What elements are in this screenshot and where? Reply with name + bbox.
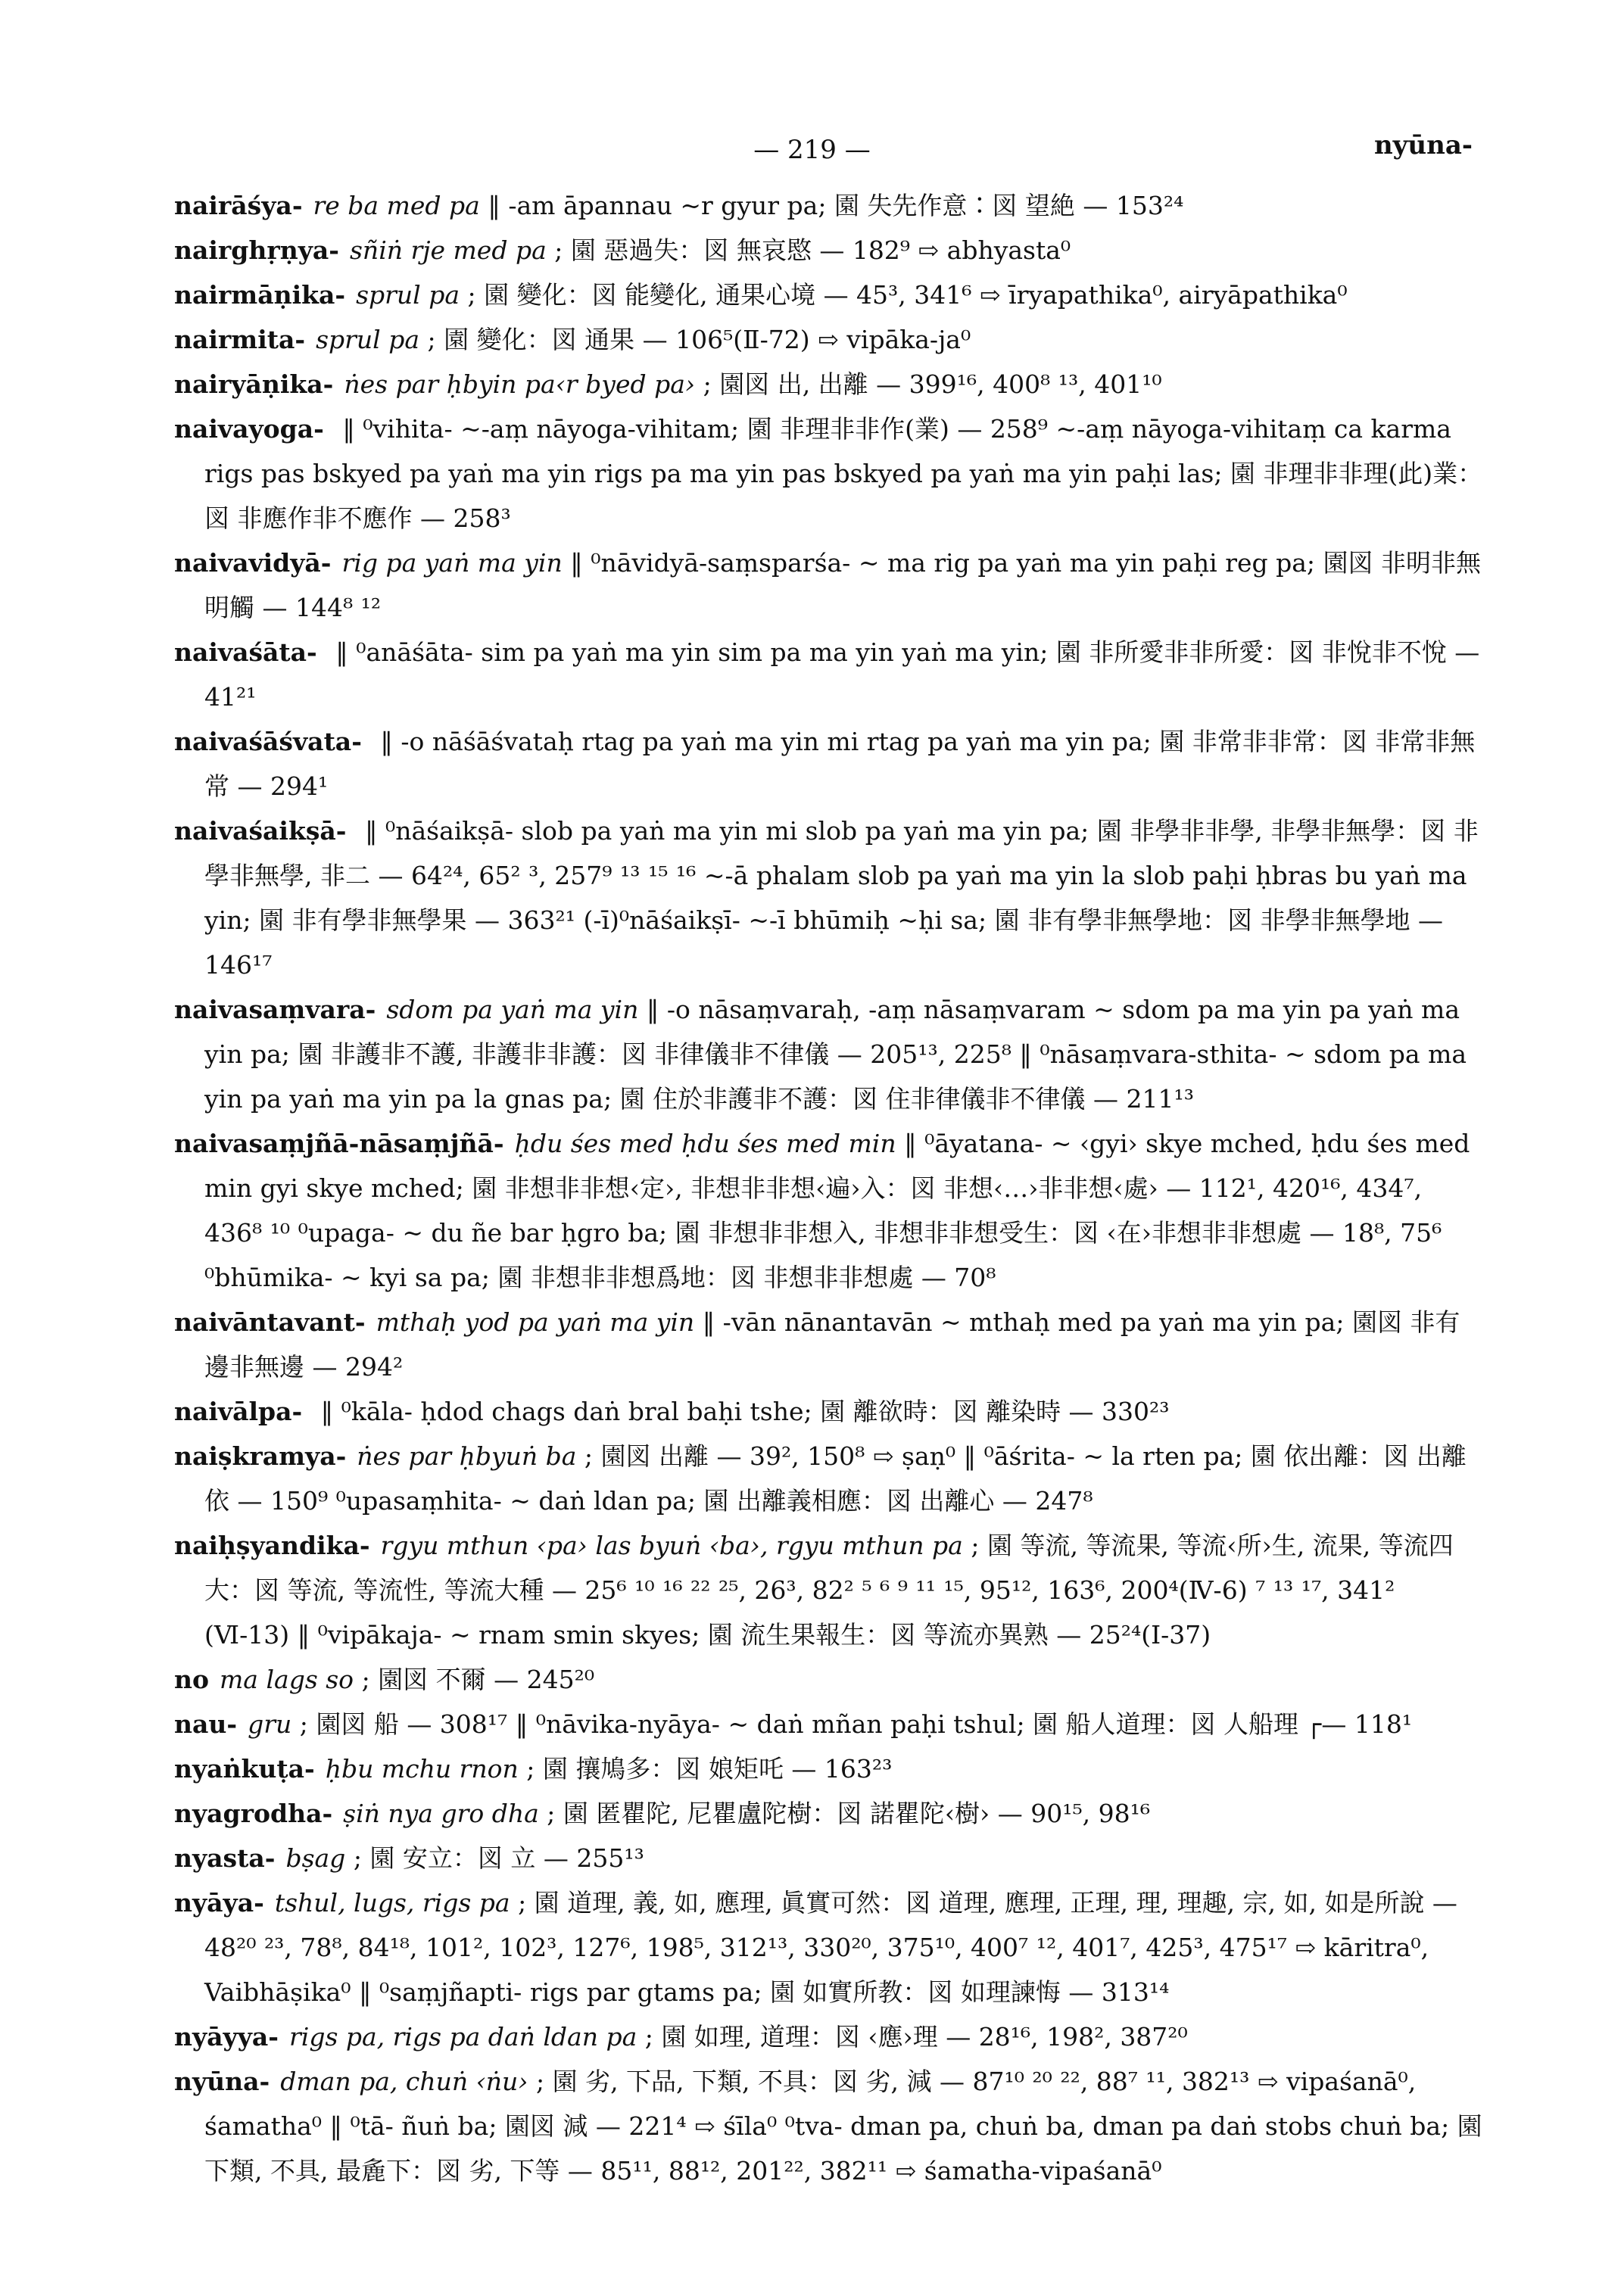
headword: nau-: [174, 1709, 238, 1739]
headword: nyasta-: [174, 1843, 276, 1873]
tibetan-equivalent: gru: [248, 1709, 292, 1739]
entry-body: ; 園図 不爾 — 245²⁰: [361, 1665, 595, 1694]
entry-body: ; 園図 船 — 308¹⁷ ‖ ⁰nāvika-nyāya- ~ daṅ mñan paḥi tshul; 園 船人道理：図 人船理 ┌— 118¹: [299, 1709, 1413, 1739]
entry-body: ; 園 如理, 道理：図 ‹應›理 — 28¹⁶, 198², 387²⁰: [644, 2022, 1188, 2052]
entry-body: ‖ ⁰anāśāta- sim pa yaṅ ma yin sim pa ma yin yaṅ ma yin; 園 非所愛非非所愛：図 非悅非不悅 — 41²¹: [204, 637, 1480, 712]
entry-body: ‖ ⁰āyatana- ~ ‹gyi› skye mched, ḥdu śes med min gyi skye mched; 園 非想非非想‹定›, 非想非非想‹遍›入：図 非想‹…›非非想‹處› — 112¹, 420¹⁶, 434⁷, 436⁸ ¹⁰ ⁰upaga- ~ du ñe bar ḥgro ba; 園 非想非非想入, 非想非非想受生：図 ‹在›非想非非想處 — 18⁸, 75⁶ ⁰bhūmika- ~ kyi sa pa; 園 非想非非想爲地：図 非想非非想處 — 70⁸: [204, 1129, 1470, 1292]
headword: nyaṅkuṭa-: [174, 1754, 315, 1784]
headword: nyāyya-: [174, 2022, 279, 2052]
entry: [174, 1657, 1484, 1702]
tibetan-equivalent: sñiṅ rje med pa: [350, 235, 547, 265]
tibetan-equivalent: re ba med pa: [313, 191, 480, 220]
entry: [174, 1434, 1484, 1523]
entry: [174, 1523, 1484, 1657]
entry-body: ‖ -o nāsaṃvaraḥ, -aṃ nāsaṃvaram ~ sdom pa ma yin pa yaṅ ma yin pa; 園 非護非不護, 非護非非護：図 非律儀非不律儀 — 205¹³, 225⁸ ‖ ⁰nāsaṃvara-sthita- ~ sdom pa ma yin pa yaṅ ma yin pa la gnas pa; 園 住於非護非不護：図 住非律儀非不律儀 — 211¹³: [204, 995, 1467, 1114]
headword: naiḥṣyandika-: [174, 1531, 370, 1560]
tibetan-equivalent: ḥdu śes med ḥdu śes med min: [514, 1129, 896, 1158]
headword: no: [174, 1665, 210, 1694]
tibetan-equivalent: rig pa yaṅ ma yin: [341, 548, 563, 578]
entry-body: ‖ ⁰kāla- ḥdod chags daṅ bral baḥi tshe; 園 離欲時：図 離染時 — 330²³: [320, 1397, 1170, 1426]
entry: [174, 1389, 1484, 1434]
entry-body: ; 園 變化：図 能變化, 通果心境 — 45³, 341⁶ ⇨ īryapathika⁰, airyāpathika⁰: [467, 280, 1348, 310]
entry: [174, 228, 1484, 273]
entry: [174, 1300, 1484, 1389]
entry: [174, 1791, 1484, 1836]
tibetan-equivalent: ḥbu mchu rnon: [325, 1754, 519, 1784]
entry: [174, 407, 1484, 541]
entry-body: ; 園図 出, 出離 — 399¹⁶, 400⁸ ¹³, 401¹⁰: [703, 369, 1162, 399]
headword: naivālpa-: [174, 1397, 303, 1426]
entry-body: ‖ ⁰vihita- ~-aṃ nāyoga-vihitam; 園 非理非非作(業) — 258⁹ ~-aṃ nāyoga-vihitaṃ ca karma rigs pas bskyed pa yaṅ ma yin rigs pa ma yin pas bskyed pa yaṅ ma yin paḥi las; 園 非理非非理(此)業：図 非應作非不應作 — 258³: [204, 414, 1483, 533]
tibetan-equivalent: rigs pa, rigs pa daṅ ldan pa: [288, 2022, 637, 2052]
entry-body: ; 園 變化：図 通果 — 106⁵(Ⅱ-72) ⇨ vipāka-ja⁰: [427, 325, 971, 354]
headword: naivāntavant-: [174, 1307, 366, 1337]
entry-body: ; 園 劣, 下品, 下類, 不具：図 劣, 減 — 87¹⁰ ²⁰ ²², 88⁷ ¹¹, 382¹³ ⇨ vipaśanā⁰, śamatha⁰ ‖ ⁰tā- ñuṅ ba; 園図 減 — 221⁴ ⇨ śīla⁰ ⁰tva- dman pa, chuṅ ba, dman pa daṅ stobs chuṅ ba; 園 下類, 不具, 最麁下：図 劣, 下等 — 85¹¹, 88¹², 201²², 382¹¹ ⇨ śamatha-vipaśanā⁰: [204, 2067, 1482, 2186]
headword: naivasaṃvara-: [174, 995, 376, 1024]
entry: [174, 2014, 1484, 2059]
entry: [174, 808, 1484, 987]
headword: naivaśāśvata-: [174, 727, 362, 756]
entry: [174, 1746, 1484, 1791]
entry-body: ; 園 惡過失：図 無哀愍 — 182⁹ ⇨ abhyasta⁰: [554, 235, 1071, 265]
headword: nairāśya-: [174, 191, 303, 220]
entry: [174, 273, 1484, 317]
headword: nairyāṇika-: [174, 369, 334, 399]
entry-body: ; 園 攘鳩多：図 娘矩吒 — 163²³: [526, 1754, 893, 1784]
entry-body: ; 園 匿瞿陀, 尼瞿盧陀樹：図 諾瞿陀‹樹› — 90¹⁵, 98¹⁶: [547, 1799, 1151, 1828]
entry: [174, 541, 1484, 630]
entry: [174, 1880, 1484, 2014]
entry: [174, 362, 1484, 407]
entry: [174, 183, 1484, 228]
headword: nairmita-: [174, 325, 306, 354]
entry-body: ; 園 安立：図 立 — 255¹³: [353, 1843, 644, 1873]
headword: nairghṛṇya-: [174, 235, 339, 265]
page-number: — 219 —: [753, 135, 871, 165]
headword: nairmāṇika-: [174, 280, 346, 310]
entry-body: ‖ -am āpannau ~r gyur pa; 園 失先作意∶図 望絶 — 153²⁴: [488, 191, 1184, 220]
entry: [174, 1702, 1484, 1746]
tibetan-equivalent: ṅes par ḥbyuṅ ba: [357, 1441, 577, 1471]
headword: nyagrodha-: [174, 1799, 333, 1828]
headword: naivavidyā-: [174, 548, 332, 578]
tibetan-equivalent: dman pa, chuṅ ‹ṅu›: [280, 2067, 528, 2096]
tibetan-equivalent: ṣiṅ nya gro dha: [343, 1799, 539, 1828]
entry: [174, 630, 1484, 719]
tibetan-equivalent: bṣag: [285, 1843, 346, 1873]
entry: [174, 987, 1484, 1121]
entry-body: ‖ -vān nānantavān ~ mthaḥ med pa yaṅ ma yin pa; 園図 非有邊非無邊 — 294²: [204, 1307, 1460, 1382]
tibetan-equivalent: sprul pa: [316, 325, 420, 354]
tibetan-equivalent: tshul, lugs, rigs pa: [274, 1888, 510, 1918]
entry: [174, 317, 1484, 362]
headword: naivaśaikṣā-: [174, 816, 347, 846]
entry-body: ‖ ⁰nāśaikṣā- slob pa yaṅ ma yin mi slob pa yaṅ ma yin pa; 園 非學非非學, 非學非無學：図 非學非無學, 非二 — 64²⁴, 65² ³, 257⁹ ¹³ ¹⁵ ¹⁶ ~-ā phalam slob pa yaṅ ma yin la slob paḥi ḥbras bu yaṅ ma yin; 園 非有學非無學果 — 363²¹ (-ī)⁰nāśaikṣī- ~-ī bhūmiḥ ~ḥi sa; 園 非有學非無學地：図 非學非無學地 — 146¹⁷: [204, 816, 1479, 980]
tibetan-equivalent: rgyu mthun ‹pa› las byuṅ ‹ba›, rgyu mthun pa: [380, 1531, 963, 1560]
headword: naiṣkramya-: [174, 1441, 347, 1471]
running-head: nyūna-: [1373, 130, 1473, 160]
headword: naivaśāta-: [174, 637, 317, 667]
entry: [174, 1836, 1484, 1880]
entry-body: ; 園 道理, 義, 如, 應理, 眞實可然：図 道理, 應理, 正理, 理, 理趣, 宗, 如, 如是所說 — 48²⁰ ²³, 78⁸, 84¹⁸, 101², 102³, 127⁶, 198⁵, 312¹³, 330²⁰, 375¹⁰, 400⁷ ¹², 401⁷, 425³, 475¹⁷ ⇨ kāritra⁰, Vaibhāṣika⁰ ‖ ⁰saṃjñapti- rigs par gtams pa; 園 如實所教：図 如理諫悔 — 313¹⁴: [204, 1888, 1457, 2007]
entry: [174, 2059, 1484, 2193]
tibetan-equivalent: ṅes par ḥbyin pa‹r byed pa›: [344, 369, 696, 399]
tibetan-equivalent: sdom pa yaṅ ma yin: [386, 995, 639, 1024]
entry: [174, 719, 1484, 808]
headword: naivasaṃjñā-nāsaṃjñā-: [174, 1129, 504, 1158]
entry-body: ; 園 等流, 等流果, 等流‹所›生, 流果, 等流四大：図 等流, 等流性, 等流大種 — 25⁶ ¹⁰ ¹⁶ ²² ²⁵, 26³, 82² ⁵ ⁶ ⁹ ¹¹ ¹⁵, 95¹², 163⁶, 200⁴(Ⅳ-6) ⁷ ¹³ ¹⁷, 341² (Ⅵ-13) ‖ ⁰vipākaja- ~ rnam smin skyes; 園 流生果報生：図 等流亦異熟 — 25²⁴(Ⅰ-37): [204, 1531, 1454, 1650]
entry-body: ‖ -o nāśāśvataḥ rtag pa yaṅ ma yin mi rtag pa yaṅ ma yin pa; 園 非常非非常：図 非常非無常 — 294¹: [204, 727, 1476, 801]
entry: [174, 1121, 1484, 1300]
headword: nyāya-: [174, 1888, 264, 1918]
entry-body: ‖ ⁰nāvidyā-saṃsparśa- ~ ma rig pa yaṅ ma yin paḥi reg pa; 園図 非明非無明觸 — 144⁸ ¹²: [204, 548, 1482, 622]
tibetan-equivalent: sprul pa: [356, 280, 460, 310]
tibetan-equivalent: mthaḥ yod pa yaṅ ma yin: [376, 1307, 695, 1337]
headword: naivayoga-: [174, 414, 324, 444]
tibetan-equivalent: ma lags so: [220, 1665, 354, 1694]
entry-body: ; 園図 出離 — 39², 150⁸ ⇨ ṣaṇ⁰ ‖ ⁰āśrita- ~ la rten pa; 園 依出離：図 出離依 — 150⁹ ⁰upasaṃhita- ~ daṅ ldan pa; 園 出離義相應：図 出離心 — 247⁸: [204, 1441, 1467, 1516]
headword: nyūna-: [174, 2067, 270, 2096]
entries-list: [174, 183, 1484, 2193]
